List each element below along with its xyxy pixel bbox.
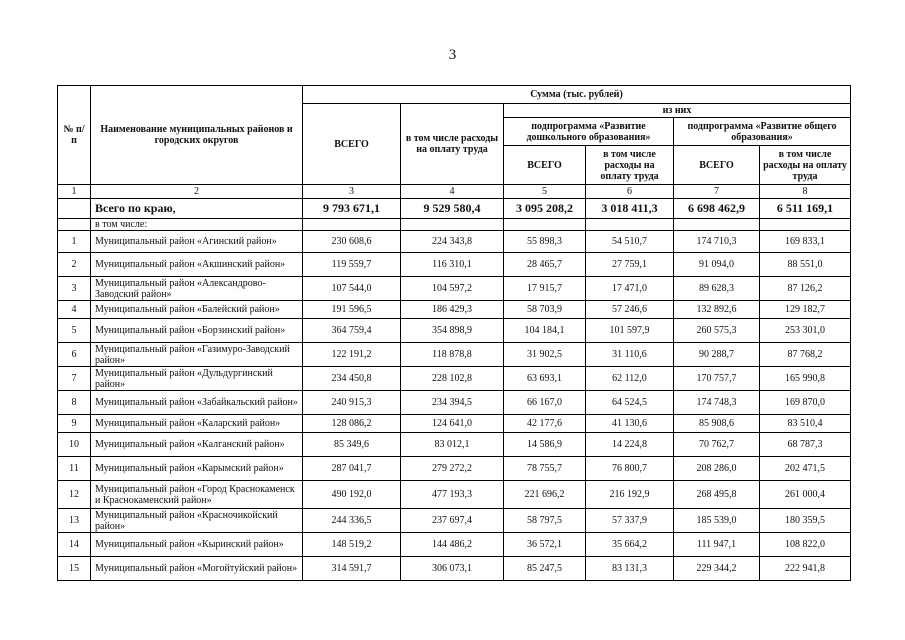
- amount-cell: 129 182,7: [760, 301, 851, 319]
- col-header-preschool-salary: в том числе расходы на оплату труда: [586, 146, 674, 185]
- amount-cell: 128 086,2: [303, 415, 401, 433]
- amount-cell: 287 041,7: [303, 457, 401, 481]
- total-value: 9 529 580,4: [401, 199, 504, 219]
- district-name: Муниципальный район «Газимуро-Заводский район»: [91, 343, 303, 367]
- amount-cell: 78 755,7: [504, 457, 586, 481]
- amount-cell: 169 833,1: [760, 231, 851, 253]
- amount-cell: 89 628,3: [674, 277, 760, 301]
- amount-cell: 68 787,3: [760, 433, 851, 457]
- amount-cell: 31 110,6: [586, 343, 674, 367]
- district-name: Муниципальный район «Борзинский район»: [91, 319, 303, 343]
- amount-cell: 41 130,6: [586, 415, 674, 433]
- amount-cell: 17 471,0: [586, 277, 674, 301]
- amount-cell: 31 902,5: [504, 343, 586, 367]
- table-row: [58, 533, 851, 557]
- amount-cell: 306 073,1: [401, 557, 504, 581]
- amount-cell: 35 664,2: [586, 533, 674, 557]
- amount-cell: 221 696,2: [504, 481, 586, 509]
- amount-cell: 260 575,3: [674, 319, 760, 343]
- amount-cell: 180 359,5: [760, 509, 851, 533]
- amount-cell: 174 748,3: [674, 391, 760, 415]
- row-number: 13: [58, 509, 91, 533]
- district-name: Муниципальный район «Калганский район»: [91, 433, 303, 457]
- col-header-preschool: подпрограмма «Развитие дошкольного образования»: [504, 118, 674, 146]
- row-number: 7: [58, 367, 91, 391]
- row-number: 14: [58, 533, 91, 557]
- table-row: [58, 231, 851, 253]
- table-row: [58, 457, 851, 481]
- district-name: Муниципальный район «Кыринский район»: [91, 533, 303, 557]
- amount-cell: 230 608,6: [303, 231, 401, 253]
- amount-cell: 202 471,5: [760, 457, 851, 481]
- amount-cell: 191 596,5: [303, 301, 401, 319]
- amount-cell: 28 465,7: [504, 253, 586, 277]
- amount-cell: 224 343,8: [401, 231, 504, 253]
- district-name: Муниципальный район «Город Краснокаменск и Краснокаменский район»: [91, 481, 303, 509]
- col-number: 5: [504, 185, 586, 199]
- total-row: [58, 199, 851, 219]
- amount-cell: 234 394,5: [401, 391, 504, 415]
- amount-cell: 261 000,4: [760, 481, 851, 509]
- district-name: Муниципальный район «Могойтуйский район»: [91, 557, 303, 581]
- amount-cell: 234 450,8: [303, 367, 401, 391]
- amount-cell: 490 192,0: [303, 481, 401, 509]
- amount-cell: 85 247,5: [504, 557, 586, 581]
- col-number: 4: [401, 185, 504, 199]
- row-number: 4: [58, 301, 91, 319]
- amount-cell: 62 112,0: [586, 367, 674, 391]
- row-number: 11: [58, 457, 91, 481]
- amount-cell: 63 693,1: [504, 367, 586, 391]
- amount-cell: 83 131,3: [586, 557, 674, 581]
- table-row: [58, 301, 851, 319]
- col-number: 8: [760, 185, 851, 199]
- amount-cell: 17 915,7: [504, 277, 586, 301]
- amount-cell: 229 344,2: [674, 557, 760, 581]
- amount-cell: 57 337,9: [586, 509, 674, 533]
- amount-cell: 144 486,2: [401, 533, 504, 557]
- total-value: 3 095 208,2: [504, 199, 586, 219]
- row-number: 2: [58, 253, 91, 277]
- amount-cell: 85 908,6: [674, 415, 760, 433]
- amount-cell: 122 191,2: [303, 343, 401, 367]
- table-row: [58, 415, 851, 433]
- table-row: [58, 343, 851, 367]
- total-value: 6 511 169,1: [760, 199, 851, 219]
- row-number: 3: [58, 277, 91, 301]
- table-row: [58, 319, 851, 343]
- amount-cell: 55 898,3: [504, 231, 586, 253]
- table-row: [58, 391, 851, 415]
- amount-cell: 14 586,9: [504, 433, 586, 457]
- col-header-name: Наименование муниципальных районов и городских округов: [91, 86, 303, 185]
- total-value: 3 018 411,3: [586, 199, 674, 219]
- amount-cell: 66 167,0: [504, 391, 586, 415]
- col-header-total-salary: в том числе расходы на оплату труда: [401, 104, 504, 185]
- col-number: 7: [674, 185, 760, 199]
- amount-cell: 124 641,0: [401, 415, 504, 433]
- including-label: в том числе:: [91, 219, 303, 231]
- table-row: [58, 509, 851, 533]
- amount-cell: 279 272,2: [401, 457, 504, 481]
- table-row: [58, 367, 851, 391]
- amount-cell: 76 800,7: [586, 457, 674, 481]
- col-number: 6: [586, 185, 674, 199]
- amount-cell: 108 822,0: [760, 533, 851, 557]
- district-name: Муниципальный район «Александрово-Заводский район»: [91, 277, 303, 301]
- total-value: 9 793 671,1: [303, 199, 401, 219]
- district-name: Муниципальный район «Балейский район»: [91, 301, 303, 319]
- amount-cell: 64 524,5: [586, 391, 674, 415]
- amount-cell: 119 559,7: [303, 253, 401, 277]
- district-name: Муниципальный район «Красночикойский район»: [91, 509, 303, 533]
- amount-cell: 101 597,9: [586, 319, 674, 343]
- budget-table: [57, 85, 851, 581]
- amount-cell: 36 572,1: [504, 533, 586, 557]
- amount-cell: 170 757,7: [674, 367, 760, 391]
- table-row: [58, 557, 851, 581]
- table-row: [58, 277, 851, 301]
- amount-cell: 165 990,8: [760, 367, 851, 391]
- amount-cell: 253 301,0: [760, 319, 851, 343]
- amount-cell: 87 768,2: [760, 343, 851, 367]
- table-row: [58, 253, 851, 277]
- total-value: 6 698 462,9: [674, 199, 760, 219]
- col-header-general: подпрограмма «Развитие общего образования»: [674, 118, 851, 146]
- amount-cell: 83 012,1: [401, 433, 504, 457]
- amount-cell: 58 797,5: [504, 509, 586, 533]
- row-number: 1: [58, 231, 91, 253]
- amount-cell: 174 710,3: [674, 231, 760, 253]
- amount-cell: 222 941,8: [760, 557, 851, 581]
- col-header-total: ВСЕГО: [303, 104, 401, 185]
- row-number: 6: [58, 343, 91, 367]
- row-number: 12: [58, 481, 91, 509]
- amount-cell: 354 898,9: [401, 319, 504, 343]
- amount-cell: 87 126,2: [760, 277, 851, 301]
- col-number: 3: [303, 185, 401, 199]
- col-header-general-total: ВСЕГО: [674, 146, 760, 185]
- col-header-sum: Сумма (тыс. рублей): [303, 86, 851, 104]
- amount-cell: 57 246,6: [586, 301, 674, 319]
- district-name: Муниципальный район «Агинский район»: [91, 231, 303, 253]
- col-header-of-which: из них: [504, 104, 851, 118]
- col-header-preschool-total: ВСЕГО: [504, 146, 586, 185]
- amount-cell: 228 102,8: [401, 367, 504, 391]
- row-number: 10: [58, 433, 91, 457]
- amount-cell: 208 286,0: [674, 457, 760, 481]
- amount-cell: 216 192,9: [586, 481, 674, 509]
- amount-cell: 104 184,1: [504, 319, 586, 343]
- amount-cell: 27 759,1: [586, 253, 674, 277]
- amount-cell: 314 591,7: [303, 557, 401, 581]
- col-number: 1: [58, 185, 91, 199]
- row-number: 5: [58, 319, 91, 343]
- col-number: 2: [91, 185, 303, 199]
- page-number: 3: [448, 47, 457, 63]
- col-header-general-salary: в том числе расходы на оплату труда: [760, 146, 851, 185]
- district-name: Муниципальный район «Каларский район»: [91, 415, 303, 433]
- amount-cell: 169 870,0: [760, 391, 851, 415]
- amount-cell: 111 947,1: [674, 533, 760, 557]
- amount-cell: 58 703,9: [504, 301, 586, 319]
- amount-cell: 237 697,4: [401, 509, 504, 533]
- row-number: 15: [58, 557, 91, 581]
- amount-cell: 116 310,1: [401, 253, 504, 277]
- amount-cell: 132 892,6: [674, 301, 760, 319]
- amount-cell: 240 915,3: [303, 391, 401, 415]
- amount-cell: 54 510,7: [586, 231, 674, 253]
- amount-cell: 14 224,8: [586, 433, 674, 457]
- amount-cell: 70 762,7: [674, 433, 760, 457]
- district-name: Муниципальный район «Дульдургинский район»: [91, 367, 303, 391]
- amount-cell: 185 539,0: [674, 509, 760, 533]
- amount-cell: 104 597,2: [401, 277, 504, 301]
- amount-cell: 90 288,7: [674, 343, 760, 367]
- amount-cell: 42 177,6: [504, 415, 586, 433]
- amount-cell: 477 193,3: [401, 481, 504, 509]
- amount-cell: 364 759,4: [303, 319, 401, 343]
- total-label: Всего по краю,: [91, 199, 303, 219]
- amount-cell: 148 519,2: [303, 533, 401, 557]
- amount-cell: 268 495,8: [674, 481, 760, 509]
- amount-cell: 85 349,6: [303, 433, 401, 457]
- amount-cell: 91 094,0: [674, 253, 760, 277]
- row-number: 8: [58, 391, 91, 415]
- amount-cell: 83 510,4: [760, 415, 851, 433]
- amount-cell: 88 551,0: [760, 253, 851, 277]
- row-number: 9: [58, 415, 91, 433]
- table-row: [58, 433, 851, 457]
- column-numbers-row: [58, 185, 851, 199]
- amount-cell: 107 544,0: [303, 277, 401, 301]
- district-name: Муниципальный район «Акшинский район»: [91, 253, 303, 277]
- amount-cell: 186 429,3: [401, 301, 504, 319]
- district-name: Муниципальный район «Забайкальский район»: [91, 391, 303, 415]
- table-row: [58, 481, 851, 509]
- amount-cell: 244 336,5: [303, 509, 401, 533]
- amount-cell: 118 878,8: [401, 343, 504, 367]
- district-name: Муниципальный район «Карымский район»: [91, 457, 303, 481]
- col-header-number: № п/п: [58, 86, 91, 185]
- including-row: [58, 219, 851, 231]
